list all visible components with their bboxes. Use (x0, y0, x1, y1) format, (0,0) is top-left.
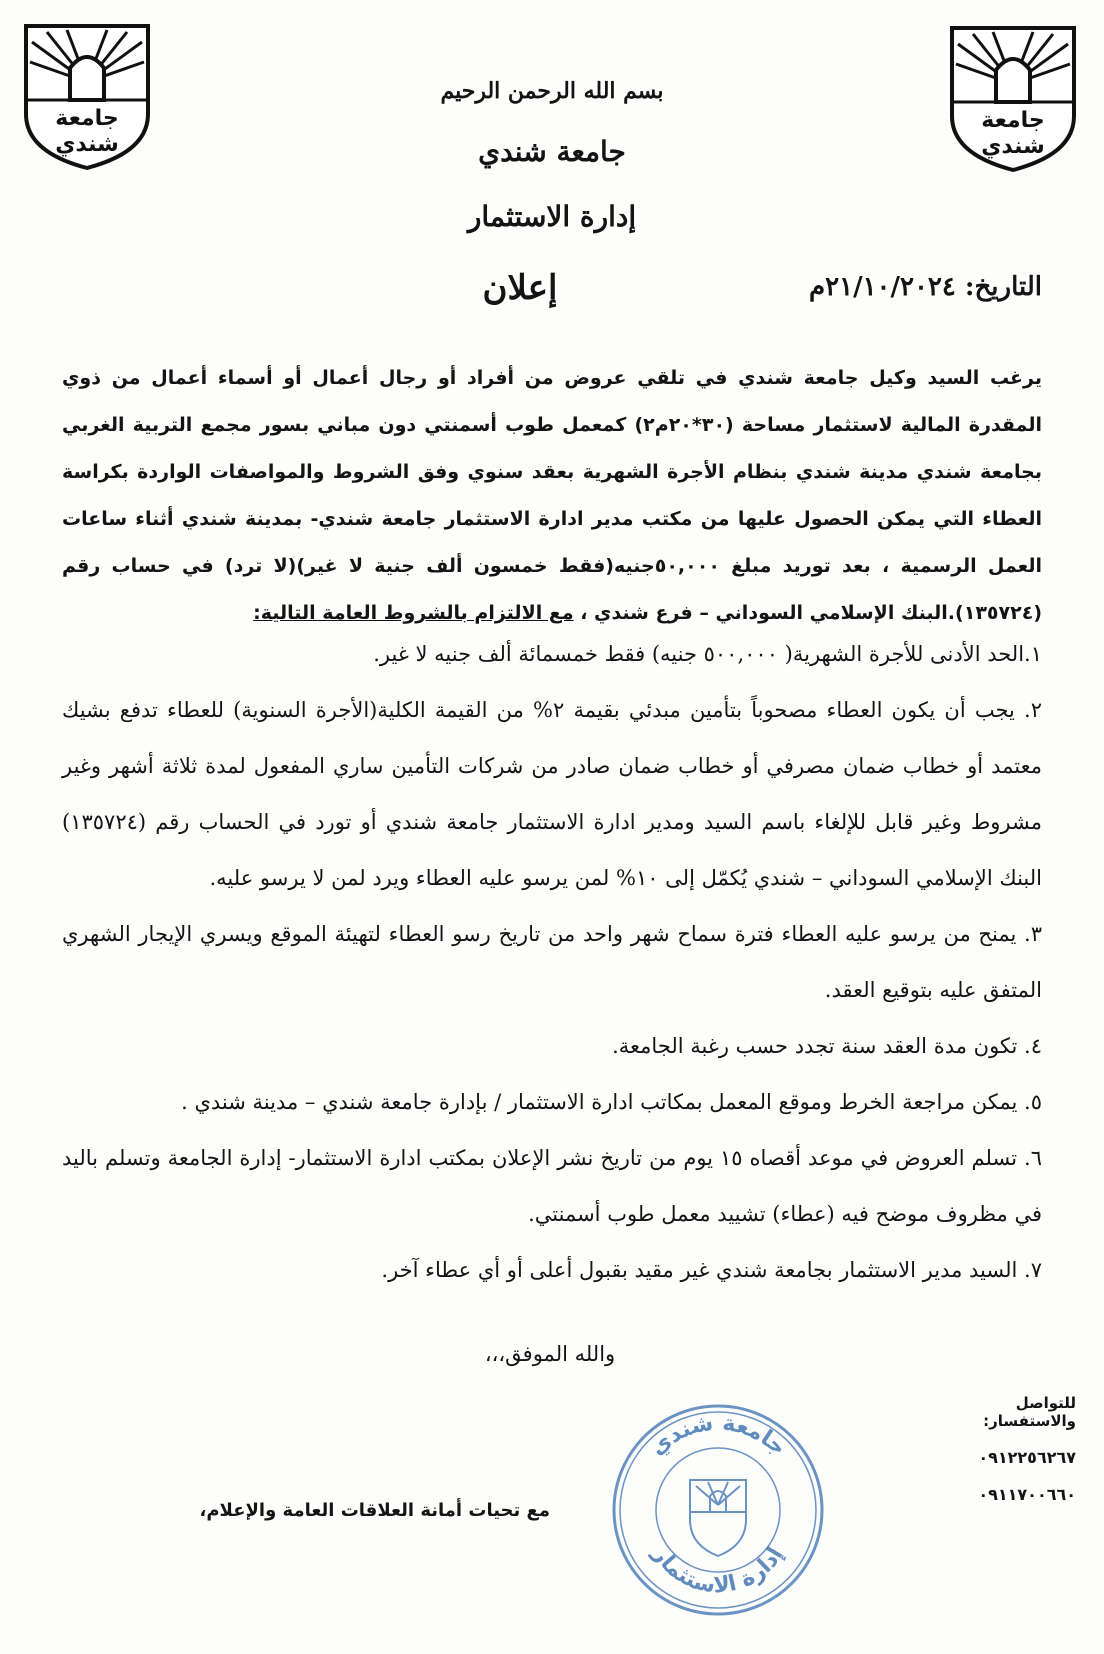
greeting-line: مع تحيات أمانة العلاقات العامة والإعلام، (199, 1500, 550, 1521)
condition-item: ٤. تكون مدة العقد سنة تجدد حسب رغبة الجامعة. (612, 1034, 1042, 1058)
stamp-bottom-text: إدارة الاستثمار (647, 1542, 789, 1599)
document-date: التاريخ: ٢١/١٠/٢٠٢٤م (809, 272, 1042, 302)
university-logo-right (948, 24, 1078, 174)
condition-item: ٥. يمكن مراجعة الخرط وموقع المعمل بمكاتب ادارة الاستثمار / بإدارة جامعة شندي – مدينة شندي . (181, 1090, 1042, 1114)
announcement-title: إعلان (482, 268, 558, 308)
logo-text-right: جامعة شندي (981, 108, 1045, 159)
intro-paragraph (62, 355, 1042, 637)
condition-item: ٦. تسلم العروض في موعد أقصاه ١٥ يوم من تاريخ نشر الإعلان بمكتب ادارة الاستثمار- إدارة الجامعة وتسلم باليد في مظروف موضح فيه (عطاء) تشييد معمل طوب أسمنتي. (62, 1146, 1042, 1226)
condition-item: ٣. يمنح من يرسو عليه العطاء فترة سماح شهر واحد من تاريخ رسو العطاء لتهيئة الموقع ويسري الإيجار الشهري المتفق عليه بتوقيع العقد. (62, 922, 1042, 1002)
conditions-list (62, 626, 1042, 1298)
contact-label: للتواصل والاستفسار: (983, 1394, 1076, 1430)
condition-item: ١.الحد الأدنى للأجرة الشهرية( ٥٠٠,٠٠٠ جنيه) فقط خمسمائة ألف جنيه لا غير. (373, 642, 1042, 666)
stamp-seal-icon (608, 1400, 828, 1620)
contact-block (926, 1394, 1076, 1504)
contact-phone: ٠٩١١٧٠٠٦٦٠ (978, 1485, 1076, 1504)
university-name: جامعة شندي (478, 135, 626, 168)
department-name: إدارة الاستثمار (467, 200, 637, 233)
condition-item: ٢. يجب أن يكون العطاء مصحوباً بتأمين مبدئي بقيمة ٢% من القيمة الكلية(الأجرة السنوية) للعطاء تدفع بشيك معتمد أو خطاب ضمان مصرفي أو خطاب ضمان صادر من شركات التأمين ساري المفعول لمدة ثلاثة أشهر وغير مشروط وغير قابل للإلغاء باسم السيد ومدير ادارة الاستثمار جامعة شندي أو تورد في الحساب رقم (١٣٥٧٢٤) البنك الإسلامي السوداني – شندي يُكمّل إلى ١٠% لمن يرسو عليه العطاء ويرد لمن لا يرسو عليه. (62, 698, 1042, 890)
intro-conditions-heading: مع الالتزام بالشروط العامة التالية: (253, 602, 574, 624)
stamp-top-text: جامعة شندي (645, 1410, 791, 1461)
intro-body: يرغب السيد وكيل جامعة شندي في تلقي عروض من أفراد أو رجال أعمال أو أسماء أعمال من ذوي المقدرة المالية لاستثمار مساحة (٣٠*٢٠م٢) كمعمل طوب أسمنتي دون مباني بسور مجمع التربية الغربي بجامعة شندي مدينة شندي بنظام الأجرة الشهرية بعقد سنوي وفق الشروط والمواصفات الواردة بكراسة العطاء التي يمكن الحصول عليها من مكتب مدير ادارة الاستثمار جامعة شندي- بمدينة شندي أثناء ساعات العمل الرسمية ، بعد توريد مبلغ ٥٠,٠٠٠جنيه(فقط خمسون ألف جنية لا غير)(لا ترد) في حساب رقم (١٣٥٧٢٤).البنك الإسلامي السوداني – فرع شندي ، (62, 367, 1042, 624)
contact-phone: ٠٩١٢٢٥٦٢٦٧ (978, 1448, 1076, 1467)
basmala: بسم الله الرحمن الرحيم (440, 78, 664, 104)
condition-item: ٧. السيد مدير الاستثمار بجامعة شندي غير مقيد بقبول أعلى أو أي عطاء آخر. (381, 1258, 1042, 1282)
university-logo-left (22, 22, 152, 172)
official-stamp (608, 1400, 828, 1620)
logo-text-left: جامعة شندي (55, 106, 119, 157)
svg-text:إدارة الاستثمار (647, 1542, 788, 1599)
closing-phrase: والله الموفق،،، (484, 1342, 616, 1366)
